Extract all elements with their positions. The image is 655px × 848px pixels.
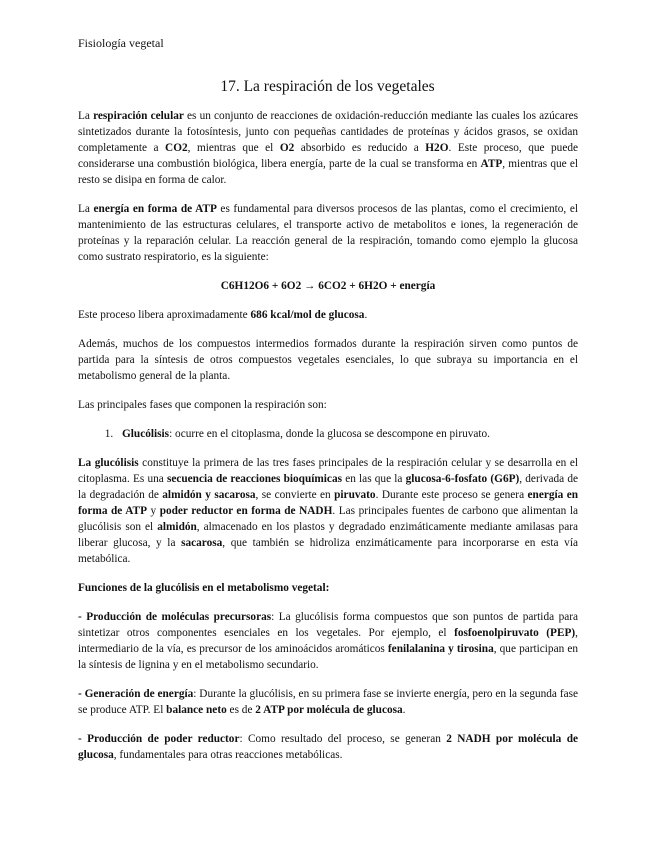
list-item: 1. Glucólisis: ocurre en el citoplasma, donde la glucosa se descompone en piruvato. xyxy=(116,426,578,442)
paragraph-energia-liberada: Este proceso libera aproximadamente 686 kcal/mol de glucosa. xyxy=(78,309,368,321)
section-title-funciones: Funciones de la glucólisis en el metabolismo vegetal: xyxy=(78,582,330,594)
paragraph-energia-atp: La energía en forma de ATP es fundamental para diversos procesos de las plantas, como el crecimiento, el mantenimiento de las estructuras celulares, el transporte activo de metabolitos e iones, la regeneración de proteínas y la reparación celular. La reacción general de la respiración, tomando como ejemplo la glucosa como sustrato respiratorio, es la siguiente: xyxy=(78,203,578,263)
page-header: Fisiología vegetal xyxy=(78,36,164,50)
paragraph-funcion-precursoras: - Producción de moléculas precursoras: La glucólisis forma compuestos que son puntos de partida para sintetizar otros componentes esenciales en los vegetales. Por ejemplo, el fosfoenolpiruvato (PEP), intermediario de la vía, es precursor de los aminoácidos aromáticos fenilalanina y tirosina, que participan en la síntesis de lignina y en el metabolismo secundario. xyxy=(78,611,579,671)
reaction-formula: C6H12O6 + 6O2 → 6CO2 + 6H2O + energía xyxy=(220,280,436,292)
page-title: 17. La respiración de los vegetales xyxy=(220,78,435,95)
paragraph-glucolisis: La glucólisis constituye la primera de las tres fases principales de la respiración celular y se desarrolla en el citoplasma. Es una secuencia de reacciones bioquímicas en las que la glucosa-6-fosfato (G6P), derivada de la degradación de almidón y sacarosa, se convierte en piruvato. Durante este proceso se genera energía en forma de ATP y poder reductor en forma de NADH. Las principales fuentes de carbono que alimentan la glucólisis son el almidón, almacenado en los plastos y degradado enzimáticamente mediante amilasas para liberar glucosa, y la sacarosa, que también se hidroliza enzimáticamente para incorporarse en esta vía metabólica. xyxy=(78,457,579,565)
paragraph-funcion-energia: - Generación de energía: Durante la glucólisis, en su primera fase se invierte energía, pero en la segunda fase se produce ATP. El balance neto es de 2 ATP por molécula de glucosa. xyxy=(78,688,579,716)
phases-list xyxy=(78,426,578,442)
paragraph-fases-intro: Las principales fases que componen la respiración son: xyxy=(78,399,327,411)
paragraph-intermedios: Además, muchos de los compuestos intermedios formados durante la respiración sirven como puntos de partida para la síntesis de otros compuestos vegetales esenciales, lo que subraya su importancia en el metabolismo general de la planta. xyxy=(78,338,578,382)
document-body xyxy=(78,108,578,776)
paragraph-funcion-poder-reductor: - Producción de poder reductor: Como resultado del proceso, se generan 2 NADH por molécula de glucosa, fundamentales para otras reacciones metabólicas. xyxy=(78,733,579,761)
paragraph-respiracion-celular: La respiración celular es un conjunto de reacciones de oxidación-reducción mediante las cuales los azúcares sintetizados durante la fotosíntesis, junto con pequeñas cantidades de proteínas y ácidos grasos, se oxidan completamente a CO2, mientras que el O2 absorbido es reducido a H2O. Este proceso, que puede considerarse una combustión biológica, libera energía, parte de la cual se transforma en ATP, mientras que el resto se disipa en forma de calor. xyxy=(78,110,579,186)
